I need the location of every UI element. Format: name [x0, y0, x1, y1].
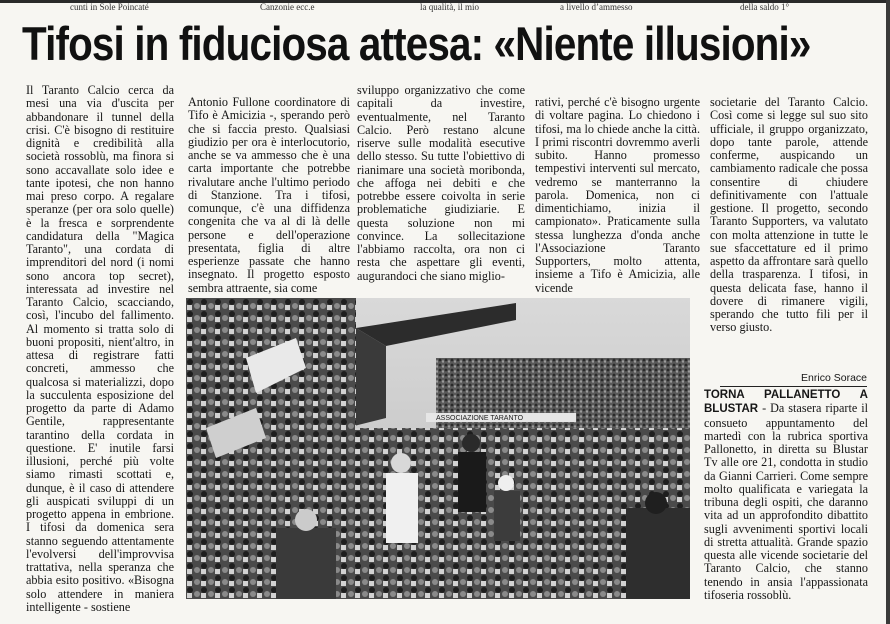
- top-fragment: cunti in Sole Poincaté: [70, 2, 149, 12]
- article-column-4: [535, 95, 700, 295]
- page-edge: [886, 0, 890, 624]
- column-text: Il Taranto Calcio cerca da mesi una via d'uscita per abbandonare il tunnel della crisi. C'è bisogno di restituire dignità e credibilità alla società rossoblù, ma finora si sono accavallate solo idee e tante ipotesi, che non hanno mai preso corpo. A regalare speranze (per ora solo quelle) è la fresca e sorprendente candidatura della "Magica Taranto", una cordata di imprenditori del nord (i nomi sono ancora top secret), interessata ad investire nel Taranto Calcio, scacciando, così, l'incubo del fallimento. Al momento si tratta solo di buoni propositi, nient'altro, in attesa di registrare fatti concreti, ammesso che qualcosa si materializzi, dopo la succulenta esposizione del progetto da parte di Adamo Gentile, rappresentante tarantino della cordata in questione. E' inutile farsi illusioni, perché più volte siamo rimasti scottati e, dunque, è il caso di attendere gli auspicati sviluppi di un progetto appena in embrione. I tifosi da domenica sera stanno seguendo attentamente l'evolversi dell'improvvisa trattativa, nella speranza che abbia esito positivo. «Bisogna solo attendere in maniera intelligente - sostiene: [26, 83, 174, 614]
- top-fragment: Canzonie ecc.e: [260, 2, 315, 12]
- article-column-1: [26, 83, 174, 614]
- brief-title: TORNA PALLANETTO A BLUSTAR: [704, 389, 868, 416]
- brief-body: - Da stasera riparte il consueto appuntamento del martedì con la rubrica sportiva Pallonetto, in diretta su Blustar Tv alle ore 21, condotta in studio da Gianni Carrieri. Come sempre molto qualificata e variegata la tribuna degli ospiti, che daranno vita ad un approfondito dibattito sugli avvenimenti sportivi locali di stretta attualità. Grande spazio questa alle vicende societarie del Taranto Calcio, che stanno tenendo in ansia l'appassionata tifoseria rossoblù.: [704, 401, 868, 602]
- stadium-crowd-photo: [186, 298, 690, 599]
- column-text: rativi, perché c'è bisogno urgente di voltare pagina. Lo chiedono i tifosi, ma lo chiede anche la città. I primi riscontri dovremmo averli subito. Hanno promesso tempestivi interventi sul mercato, vedremo se manterranno la parola. Domenica, non ci dimentichiamo, inizia il campionato». Praticamente sulla stessa lunghezza d'onda anche l'Associazione Taranto Supporters, molto attenta, insieme a Tifo è Amicizia, alle vicende: [535, 95, 700, 295]
- column-text: Antonio Fullone coordinatore di Tifo è Amicizia -, sperando però che si faccia presto. Qualsiasi giudizio per ora è interlocutorio, anche se va ammesso che è una carta importante che potrebbe rivalutare anche l'ultimo periodo di Stanzione. Tra i tifosi, comunque, c'è una diffidenza congenita che va al di là delle persone e dell'operazione presentata, figlia di altre esperienze passate che hanno insegnato. Il progetto esposto sembra attraente, sia come: [188, 95, 350, 295]
- article-column-3: [357, 84, 525, 292]
- article-column-5: [710, 96, 868, 356]
- article-column-2: [188, 95, 350, 295]
- top-fragment: la qualità, il mio: [420, 2, 479, 12]
- column-text: sviluppo organizzativo che come capitali da investire, eventualmente, nel Taranto Calcio. Però restano alcune riserve sulle modalità esecutive dello stesso. Su tutte l'obiettivo di rianimare una società moribonda, che affoga nei debiti e che potrebbe essere coivolta in serie problematiche giudiziarie. E questa soluzione non mi convince. La sollecitazione l'abbiamo raccolta, ora non ci resta che aspettare gli eventi, augurandoci che siano miglio-: [357, 83, 525, 283]
- photo-banner-text: ASSOCIAZIONE TARANTO: [436, 415, 524, 422]
- news-brief: [704, 388, 868, 604]
- byline: Enrico Sorace: [720, 372, 867, 387]
- column-text: societarie del Taranto Calcio. Così come si legge sul suo sito ufficiale, il gruppo organizzato, dopo tante parole, attende conferme, auspicando un cambiamento radicale che possa consentire di chiudere definitivamente con l'attuale gestione. Il progetto, secondo Taranto Supporters, va valutato con molta attenzione in tutte le sue sfaccettature ed il primo aspetto da affrontare sarà quello della trasparenza. I tifosi, in questa delicata fase, hanno il dovere di rimanere vigili, sperando che tutto fili per il verso giusto.: [710, 95, 868, 335]
- top-fragment: della saldo 1°: [740, 2, 790, 12]
- article-headline: Tifosi in fiduciosa attesa: «Niente illusioni»: [22, 17, 811, 70]
- top-fragment: a livello d’ammesso: [560, 2, 633, 12]
